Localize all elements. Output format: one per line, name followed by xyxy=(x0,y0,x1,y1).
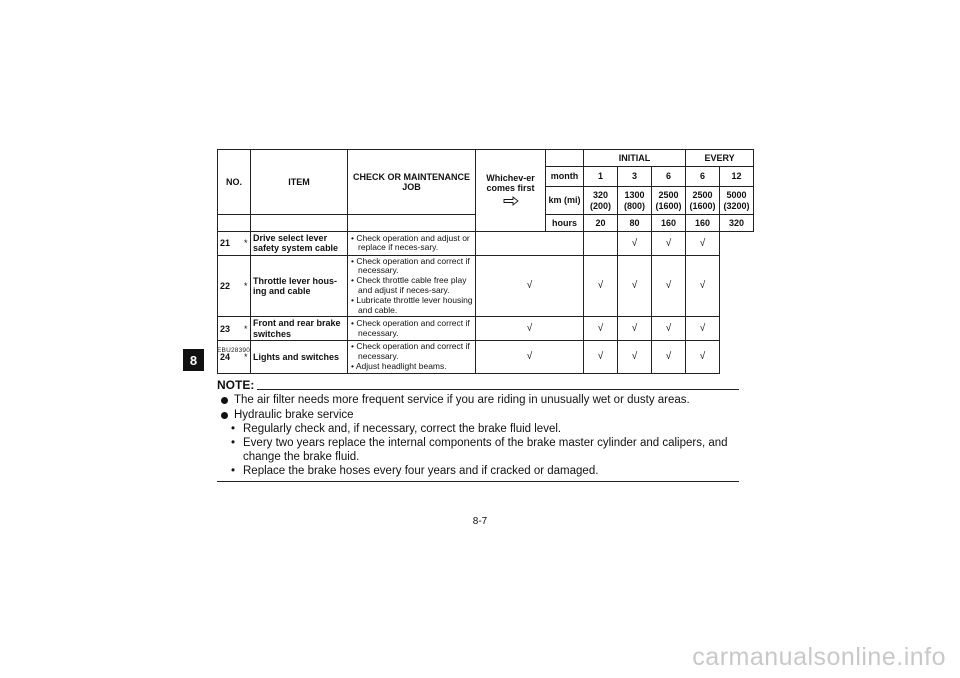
section-code: EBU28390 xyxy=(217,347,251,354)
list-item xyxy=(217,436,739,464)
note-bullet: The air filter needs more frequent service if you are riding in unusually wet or dusty areas. xyxy=(234,394,690,406)
check-1 xyxy=(476,232,584,256)
row-number: 23 xyxy=(218,317,242,341)
row-jobs xyxy=(348,255,476,317)
month-2: 3 xyxy=(618,167,652,187)
month-5: 12 xyxy=(720,167,754,187)
check-4: √ xyxy=(652,255,686,317)
row-jobs xyxy=(348,317,476,341)
row-mark: * xyxy=(242,341,251,373)
header-whichever xyxy=(476,150,546,232)
row-number: 22 xyxy=(218,255,242,317)
hours-2: 80 xyxy=(618,215,652,232)
check-2 xyxy=(584,232,618,256)
hours-1: 20 xyxy=(584,215,618,232)
km-1: 320 (200) xyxy=(584,187,618,215)
chapter-tab xyxy=(183,349,204,371)
note-sub-item: Regularly check and, if necessary, correct the brake fluid level. xyxy=(243,423,562,435)
table-row xyxy=(218,255,754,317)
list-item xyxy=(217,393,739,407)
note-end-divider xyxy=(217,481,739,482)
table-row xyxy=(218,317,754,341)
row-jobs xyxy=(348,232,476,256)
km-3: 2500 (1600) xyxy=(652,187,686,215)
check-1: √ xyxy=(476,341,584,373)
bullet-dot-icon xyxy=(221,412,228,419)
job-line: • Check operation and correct if necessary. xyxy=(351,318,470,338)
row-jobs xyxy=(348,341,476,373)
unit-hours: hours xyxy=(546,215,584,232)
row-mark: * xyxy=(242,317,251,341)
note-divider xyxy=(257,389,739,390)
month-3: 6 xyxy=(652,167,686,187)
list-item xyxy=(217,464,739,478)
check-2: √ xyxy=(584,255,618,317)
hours-4: 160 xyxy=(686,215,720,232)
row-number: 24 xyxy=(218,341,242,373)
row-mark: * xyxy=(242,232,251,256)
header-job: CHECK OR MAINTENANCE JOB xyxy=(348,150,476,215)
check-3: √ xyxy=(618,232,652,256)
row-number: 21 xyxy=(218,232,242,256)
check-4: √ xyxy=(652,317,686,341)
table-row xyxy=(218,232,754,256)
right-arrow-icon xyxy=(503,196,519,206)
header-no: NO. xyxy=(218,150,251,215)
job-line: • Adjust headlight beams. xyxy=(351,360,447,371)
km-4: 2500 (1600) xyxy=(686,187,720,215)
sub-bullet: • xyxy=(231,465,236,477)
sub-bullet: • xyxy=(231,437,236,449)
row-mark: * xyxy=(242,255,251,317)
job-line: • Check operation and adjust or replace if neces-sary. xyxy=(351,232,470,253)
check-5: √ xyxy=(686,232,720,256)
check-1: √ xyxy=(476,255,584,317)
note-sub-item: Every two years replace the internal components of the brake master cylinder and calipers, and change the brake fluid. xyxy=(243,437,728,463)
table-row xyxy=(218,341,754,373)
check-4: √ xyxy=(652,341,686,373)
check-5: √ xyxy=(686,341,720,373)
list-item xyxy=(217,408,739,422)
row-item: Front and rear brake switches xyxy=(251,317,348,341)
list-item xyxy=(217,422,739,436)
row-item: Lights and switches xyxy=(251,341,348,373)
page-number: 8-7 xyxy=(472,516,488,527)
note-header xyxy=(217,378,739,392)
check-3: √ xyxy=(618,341,652,373)
row-item: Throttle lever hous-ing and cable xyxy=(251,255,348,317)
check-2: √ xyxy=(584,341,618,373)
bullet-dot-icon xyxy=(221,397,228,404)
watermark: carmanualsonline.info xyxy=(692,643,946,671)
month-4: 6 xyxy=(686,167,720,187)
chapter-number: 8 xyxy=(189,352,198,368)
header-whichever-text: Whichev-er comes first xyxy=(486,172,535,194)
check-5: √ xyxy=(686,255,720,317)
maintenance-table xyxy=(217,149,754,374)
row-item: Drive select lever safety system cable xyxy=(251,232,348,256)
job-line: • Check operation and correct if necessary. xyxy=(351,341,470,362)
header-every: EVERY xyxy=(686,150,754,167)
note-sub-item: Replace the brake hoses every four years and if cracked or damaged. xyxy=(243,465,599,477)
km-2: 1300 (800) xyxy=(618,187,652,215)
job-line: • Lubricate throttle lever housing and cable. xyxy=(351,294,473,315)
hours-3: 160 xyxy=(652,215,686,232)
job-line: • Check operation and correct if necessary. xyxy=(351,255,470,276)
hours-5: 320 xyxy=(720,215,754,232)
km-5: 5000 (3200) xyxy=(720,187,754,215)
unit-month: month xyxy=(546,167,584,187)
header-item: ITEM xyxy=(251,150,348,215)
check-4: √ xyxy=(652,232,686,256)
check-5: √ xyxy=(686,317,720,341)
note-block xyxy=(217,378,739,482)
check-3: √ xyxy=(618,255,652,317)
header-initial: INITIAL xyxy=(584,150,686,167)
check-3: √ xyxy=(618,317,652,341)
job-line: • Check throttle cable free play and adjust if neces-sary. xyxy=(351,275,467,295)
check-1: √ xyxy=(476,317,584,341)
note-bullet: Hydraulic brake service xyxy=(234,409,354,421)
sub-bullet: • xyxy=(231,423,236,435)
month-1: 1 xyxy=(584,167,618,187)
check-2: √ xyxy=(584,317,618,341)
note-label: NOTE: xyxy=(217,378,255,392)
unit-km: km (mi) xyxy=(546,187,584,215)
